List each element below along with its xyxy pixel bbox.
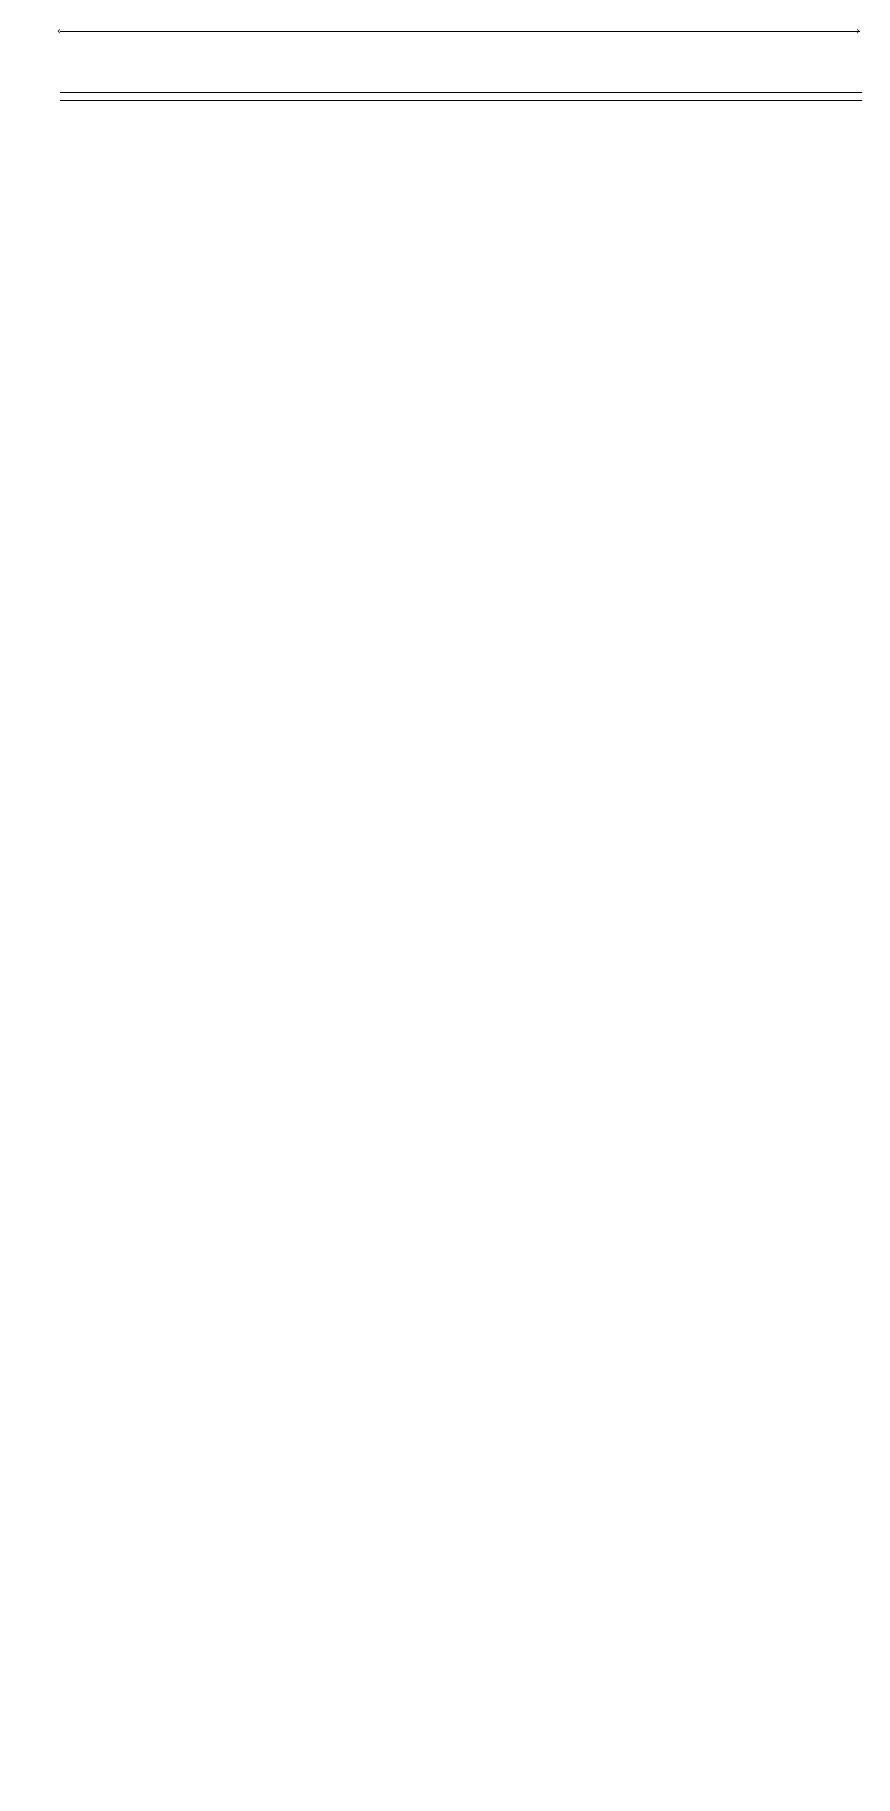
ruler-right-arrow: ›	[855, 26, 862, 37]
ruler-left-arrow: ‹	[56, 26, 63, 37]
ruler-axis	[60, 31, 860, 32]
cytoband-divider-2	[60, 100, 862, 101]
cytoband-divider-1	[60, 92, 862, 93]
